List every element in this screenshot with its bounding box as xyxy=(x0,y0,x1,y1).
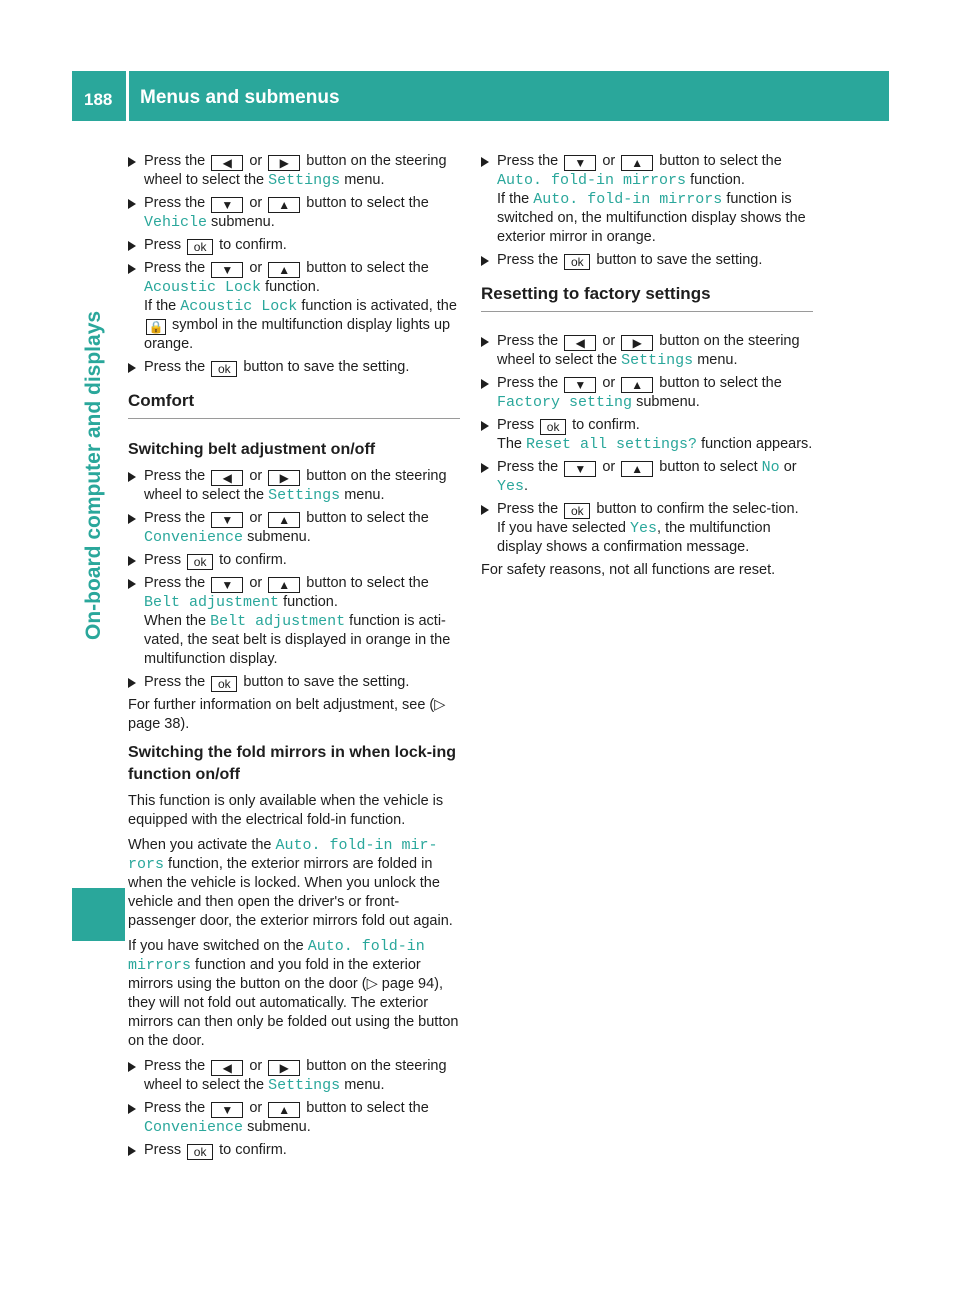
menu-name: Convenience xyxy=(144,1119,244,1136)
down-key-icon: ▼ xyxy=(564,377,596,393)
step-arrow-icon xyxy=(481,256,489,266)
menu-name: Yes xyxy=(630,520,658,537)
menu-name: Factory setting xyxy=(497,394,633,411)
ok-key-icon: ok xyxy=(564,503,590,519)
menu-name: Settings xyxy=(268,487,341,504)
step-arrow-icon xyxy=(128,514,136,524)
list-item: Press ok to confirm. xyxy=(128,1141,460,1160)
list-item: Press the ▼ or ▲ button to select the Acoustic Lock function. If the Acoustic Lock function is activated, the 🔒 symbol in the multifunction display lights up orange. xyxy=(128,259,460,354)
list-item: Press the ok button to save the setting. xyxy=(128,358,460,377)
menu-name: Acoustic Lock xyxy=(180,298,298,315)
down-key-icon: ▼ xyxy=(564,461,596,477)
subsection-heading-fold-mirrors: Switching the fold mirrors in when lock-ing function on/off xyxy=(128,744,457,783)
menu-name: Settings xyxy=(621,352,694,369)
up-key-icon: ▲ xyxy=(268,512,300,528)
up-key-icon: ▲ xyxy=(268,577,300,593)
menu-name: Auto. fold-in mir-rors xyxy=(128,837,438,873)
down-key-icon: ▼ xyxy=(211,512,243,528)
section-heading-reset: Resetting to factory settings xyxy=(481,284,813,312)
list-item: Press the ◀ or ▶ button on the steering wheel to select the Settings menu. xyxy=(128,152,460,190)
step-arrow-icon xyxy=(128,1104,136,1114)
up-key-icon: ▲ xyxy=(268,1102,300,1118)
left-key-icon: ◀ xyxy=(211,155,243,171)
list-item: Press the ◀ or ▶ button on the steering wheel to select the Settings menu. xyxy=(481,332,813,370)
up-key-icon: ▲ xyxy=(621,461,653,477)
list-item: Press the ok button to save the setting. xyxy=(481,251,813,270)
menu-name: Vehicle xyxy=(144,214,208,231)
step-arrow-icon xyxy=(481,421,489,431)
down-key-icon: ▼ xyxy=(564,155,596,171)
ok-key-icon: ok xyxy=(211,361,237,377)
up-key-icon: ▲ xyxy=(268,262,300,278)
step-arrow-icon xyxy=(128,264,136,274)
menu-name: Settings xyxy=(268,172,341,189)
ok-key-icon: ok xyxy=(211,676,237,692)
list-item: Press the ▼ or ▲ button to select the Vehicle submenu. xyxy=(128,194,460,232)
ok-key-icon: ok xyxy=(540,419,566,435)
step-arrow-icon xyxy=(128,556,136,566)
menu-name: Settings xyxy=(268,1077,341,1094)
list-item: Press the ok button to save the setting. xyxy=(128,673,460,692)
list-item: Press the ▼ or ▲ button to select the Factory setting submenu. xyxy=(481,374,813,412)
list-item: Press ok to confirm. xyxy=(128,236,460,255)
menu-name: Convenience xyxy=(144,529,244,546)
step-arrow-icon xyxy=(128,363,136,373)
reset-note-text: For safety reasons, not all functions are reset. xyxy=(481,562,776,578)
menu-name: Auto. fold-in mirrors xyxy=(497,172,687,189)
step-arrow-icon xyxy=(481,463,489,473)
left-key-icon: ◀ xyxy=(211,1060,243,1076)
list-item: Press the ▼ or ▲ button to select the Convenience submenu. xyxy=(128,1099,460,1137)
list-item: Press the ◀ or ▶ button on the steering wheel to select the Settings menu. xyxy=(128,467,460,505)
ok-key-icon: ok xyxy=(187,239,213,255)
down-key-icon: ▼ xyxy=(211,197,243,213)
left-key-icon: ◀ xyxy=(211,470,243,486)
section-heading-comfort: Comfort xyxy=(128,391,460,419)
step-arrow-icon xyxy=(128,472,136,482)
sidebar-tab-marker xyxy=(72,888,125,941)
page-title: Menus and submenus xyxy=(140,87,340,108)
right-key-icon: ▶ xyxy=(268,470,300,486)
step-arrow-icon xyxy=(128,157,136,167)
menu-name: Yes xyxy=(497,478,525,495)
ok-key-icon: ok xyxy=(564,254,590,270)
menu-name: Belt adjustment xyxy=(210,613,346,630)
step-arrow-icon xyxy=(128,241,136,251)
up-key-icon: ▲ xyxy=(268,197,300,213)
down-key-icon: ▼ xyxy=(211,262,243,278)
list-item: Press ok to confirm. xyxy=(128,551,460,570)
fold-paragraph-1: This function is only available when the vehicle is equipped with the electrical fold-in function. xyxy=(128,793,444,828)
menu-name: No xyxy=(761,459,780,476)
fold-paragraph-3: If you have switched on the Auto. fold-in mirrors function and you fold in the exterior mirrors using the button on the door (▷ page 94), they will not fold out automatically. The exterior mirrors can then only be folded out using the button on the door. xyxy=(128,938,459,1049)
up-key-icon: ▲ xyxy=(621,155,653,171)
list-item: Press the ▼ or ▲ button to select the Auto. fold-in mirrors function. If the Auto. fold-in mirrors function is switched on, the multifunction display shows the exterior mirror in orange. xyxy=(481,152,813,247)
right-key-icon: ▶ xyxy=(621,335,653,351)
list-item: Press the ▼ or ▲ button to select No or Yes. xyxy=(481,458,813,496)
list-item: Press the ▼ or ▲ button to select the Convenience submenu. xyxy=(128,509,460,547)
sidebar-chapter-label: On-board computer and displays xyxy=(82,310,105,640)
step-arrow-icon xyxy=(481,379,489,389)
menu-name: Acoustic Lock xyxy=(144,279,262,296)
ok-key-icon: ok xyxy=(187,1144,213,1160)
down-key-icon: ▼ xyxy=(211,1102,243,1118)
down-key-icon: ▼ xyxy=(211,577,243,593)
list-item: Press the ▼ or ▲ button to select the Belt adjustment function. When the Belt adjustment function is acti-vated, the seat belt is displayed in orange in the multifunction display. xyxy=(128,574,460,669)
menu-name: Auto. fold-in mirrors xyxy=(128,938,425,974)
list-item: Press the ok button to confirm the selec-tion. If you have selected Yes, the multifunction display shows a confirmation message. xyxy=(481,500,813,557)
right-key-icon: ▶ xyxy=(268,1060,300,1076)
step-arrow-icon xyxy=(481,157,489,167)
up-key-icon: ▲ xyxy=(621,377,653,393)
right-key-icon: ▶ xyxy=(268,155,300,171)
fold-paragraph-2: When you activate the Auto. fold-in mir-rors function, the exterior mirrors are folded in when the vehicle is locked. When you unlock the vehicle and then open the driver's or front-passenger door, the exterior mirrors fold out again. xyxy=(128,837,453,929)
right-column xyxy=(481,152,813,586)
header-separator xyxy=(126,71,129,121)
left-key-icon: ◀ xyxy=(564,335,596,351)
belt-info-text: For further information on belt adjustment, see (▷ page 38). xyxy=(128,697,446,732)
lock-icon: 🔒 xyxy=(146,319,166,335)
step-arrow-icon xyxy=(128,1146,136,1156)
step-arrow-icon xyxy=(128,678,136,688)
step-arrow-icon xyxy=(481,505,489,515)
step-arrow-icon xyxy=(128,579,136,589)
menu-name: Auto. fold-in mirrors xyxy=(533,191,723,208)
list-item: Press the ◀ or ▶ button on the steering wheel to select the Settings menu. xyxy=(128,1057,460,1095)
menu-name: Reset all settings? xyxy=(526,436,698,453)
step-arrow-icon xyxy=(128,1062,136,1072)
step-arrow-icon xyxy=(128,199,136,209)
step-arrow-icon xyxy=(481,337,489,347)
ok-key-icon: ok xyxy=(187,554,213,570)
page-number: 188 xyxy=(84,90,113,109)
subsection-heading-belt: Switching belt adjustment on/off xyxy=(128,441,376,458)
menu-name: Belt adjustment xyxy=(144,594,280,611)
left-column xyxy=(128,152,460,1164)
list-item: Press ok to confirm. The Reset all settings? function appears. xyxy=(481,416,813,454)
